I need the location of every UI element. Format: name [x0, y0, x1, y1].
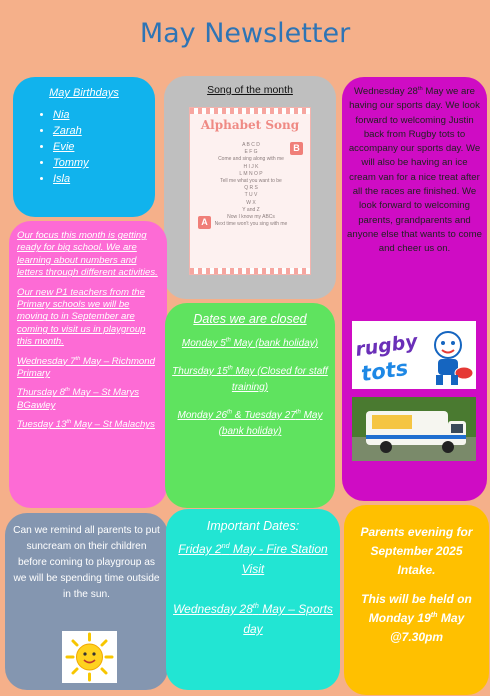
closed-detail: May (Closed for staff training) — [231, 366, 328, 393]
important-detail: May – Sports day — [243, 602, 333, 636]
parents-evening-title: Parents evening for September 2025 Intake. — [360, 525, 473, 577]
ordinal: th — [295, 409, 301, 416]
focus-paragraph: Our focus this month is getting ready for big school. We are learning about numbers and letters through different activities. — [17, 230, 158, 279]
closed-heading: Dates we are closed — [193, 312, 307, 326]
important-date — [172, 539, 334, 579]
svg-text:rugby: rugby — [353, 330, 419, 361]
poster-title: Alphabet Song — [200, 118, 300, 132]
closed-day: & Tuesday 27 — [232, 410, 296, 421]
birthday-name: • Isla — [53, 173, 145, 185]
parents-evening-detail: May @7.30pm — [389, 611, 465, 644]
ordinal: th — [252, 601, 259, 610]
suncream-box — [5, 513, 168, 690]
birthday-name: • Nia — [53, 109, 145, 121]
birthday-name: • Evie — [53, 141, 145, 153]
parents-evening-date: This will be held on Monday 19 — [361, 592, 472, 625]
birthday-name: • Zarah — [53, 125, 145, 137]
song-heading: Song of the month — [207, 84, 293, 96]
parents-evening-box — [344, 505, 489, 695]
suncream-text: Can we remind all parents to put suncream on their children before coming to playgroup as we will be spending time outside in the sun. — [13, 525, 160, 600]
closed-day: Monday 26 — [177, 410, 228, 421]
ordinal: th — [430, 610, 438, 619]
letter-block-a-icon: A — [198, 216, 211, 229]
visit-day: Thursday 8 — [17, 387, 65, 399]
lyric-line: Now I know my ABCs — [227, 214, 275, 221]
closed-dates-box — [165, 303, 335, 508]
rugby-tots-logo — [352, 321, 476, 389]
important-day: Friday 2 — [178, 542, 222, 556]
visit-date — [17, 356, 159, 381]
lyric-line: Y and Z — [242, 206, 260, 213]
letter-block-b-icon: B — [290, 142, 303, 155]
ordinal: th — [75, 355, 81, 362]
sports-detail: May we are having our sports day. We look forward to welcoming Justin back from Rugby tots to accompany our sports day. We will also be having an ice cream van for a nice treat after all the races are finished. We look forward to welcoming parents, grandparents and anyone else that wants to come and cheer us on. — [347, 86, 482, 255]
parents-evening-time — [350, 590, 483, 647]
lyric-line: T U V — [244, 192, 258, 199]
closed-detail: May (bank holiday) — [218, 410, 323, 437]
ordinal: th — [227, 409, 233, 416]
ordinal: th — [225, 337, 231, 344]
ordinal: th — [66, 419, 72, 426]
lyric-line: E F G — [244, 149, 258, 156]
page-title: May Newsletter — [139, 18, 351, 49]
visit-detail: May – St Marys BGawley — [17, 387, 140, 411]
closed-detail: May (bank holiday) — [230, 338, 319, 349]
lyric-line: H I J K — [243, 163, 259, 170]
ordinal: th — [227, 365, 233, 372]
lyric-line: L M N O P — [239, 170, 263, 177]
important-detail: May - Fire Station Visit — [229, 542, 328, 576]
poster-top-border — [190, 108, 310, 114]
svg-text:tots: tots — [359, 355, 410, 387]
ordinal: nd — [221, 541, 230, 550]
alphabet-song-poster — [189, 107, 311, 275]
visit-date — [17, 419, 159, 431]
birthdays-heading: May Birthdays — [49, 87, 119, 99]
important-date — [172, 599, 334, 639]
sports-date: Wednesday 28 — [354, 86, 418, 97]
closed-day: Monday 5 — [181, 338, 226, 349]
poster-lyrics — [198, 142, 304, 228]
song-box — [164, 76, 336, 299]
ice-cream-van-photo — [352, 397, 476, 461]
closed-day: Thursday 15 — [172, 366, 228, 377]
visit-day: Wednesday 7 — [17, 355, 76, 367]
birthdays-list — [23, 109, 145, 185]
lyric-line: Tell me what you want to be — [220, 178, 282, 185]
closed-date — [171, 336, 329, 352]
lyric-line: W X — [246, 199, 256, 206]
visit-detail: May – Richmond Primary — [17, 355, 155, 380]
sun-icon — [62, 631, 117, 683]
ordinal: th — [417, 85, 423, 92]
lyric-line: Q R S — [244, 185, 258, 192]
lyric-line: A B C D — [242, 142, 260, 148]
important-day: Wednesday 28 — [173, 602, 253, 616]
sports-day-box — [342, 77, 487, 501]
closed-date — [171, 408, 329, 440]
important-dates-box — [166, 509, 340, 690]
sports-day-text — [347, 85, 482, 257]
ordinal: th — [65, 387, 70, 394]
closed-date — [171, 364, 329, 396]
lyric-line: Come and sing along with me — [218, 156, 284, 163]
visit-detail: May – St Malachys — [71, 419, 155, 431]
visit-date — [17, 387, 159, 412]
important-heading: Important Dates: — [206, 519, 300, 533]
poster-bottom-border — [190, 268, 310, 274]
birthday-name: • Tommy — [53, 157, 145, 169]
focus-box — [9, 221, 167, 508]
birthdays-box — [13, 77, 155, 217]
teachers-paragraph: Our new P1 teachers from the Primary schools we will be moving to in September are coming to visit us in playgroup this month. — [17, 286, 146, 348]
visit-day: Tuesday 13 — [17, 419, 67, 431]
lyric-line: Next time won't you sing with me — [214, 221, 288, 228]
